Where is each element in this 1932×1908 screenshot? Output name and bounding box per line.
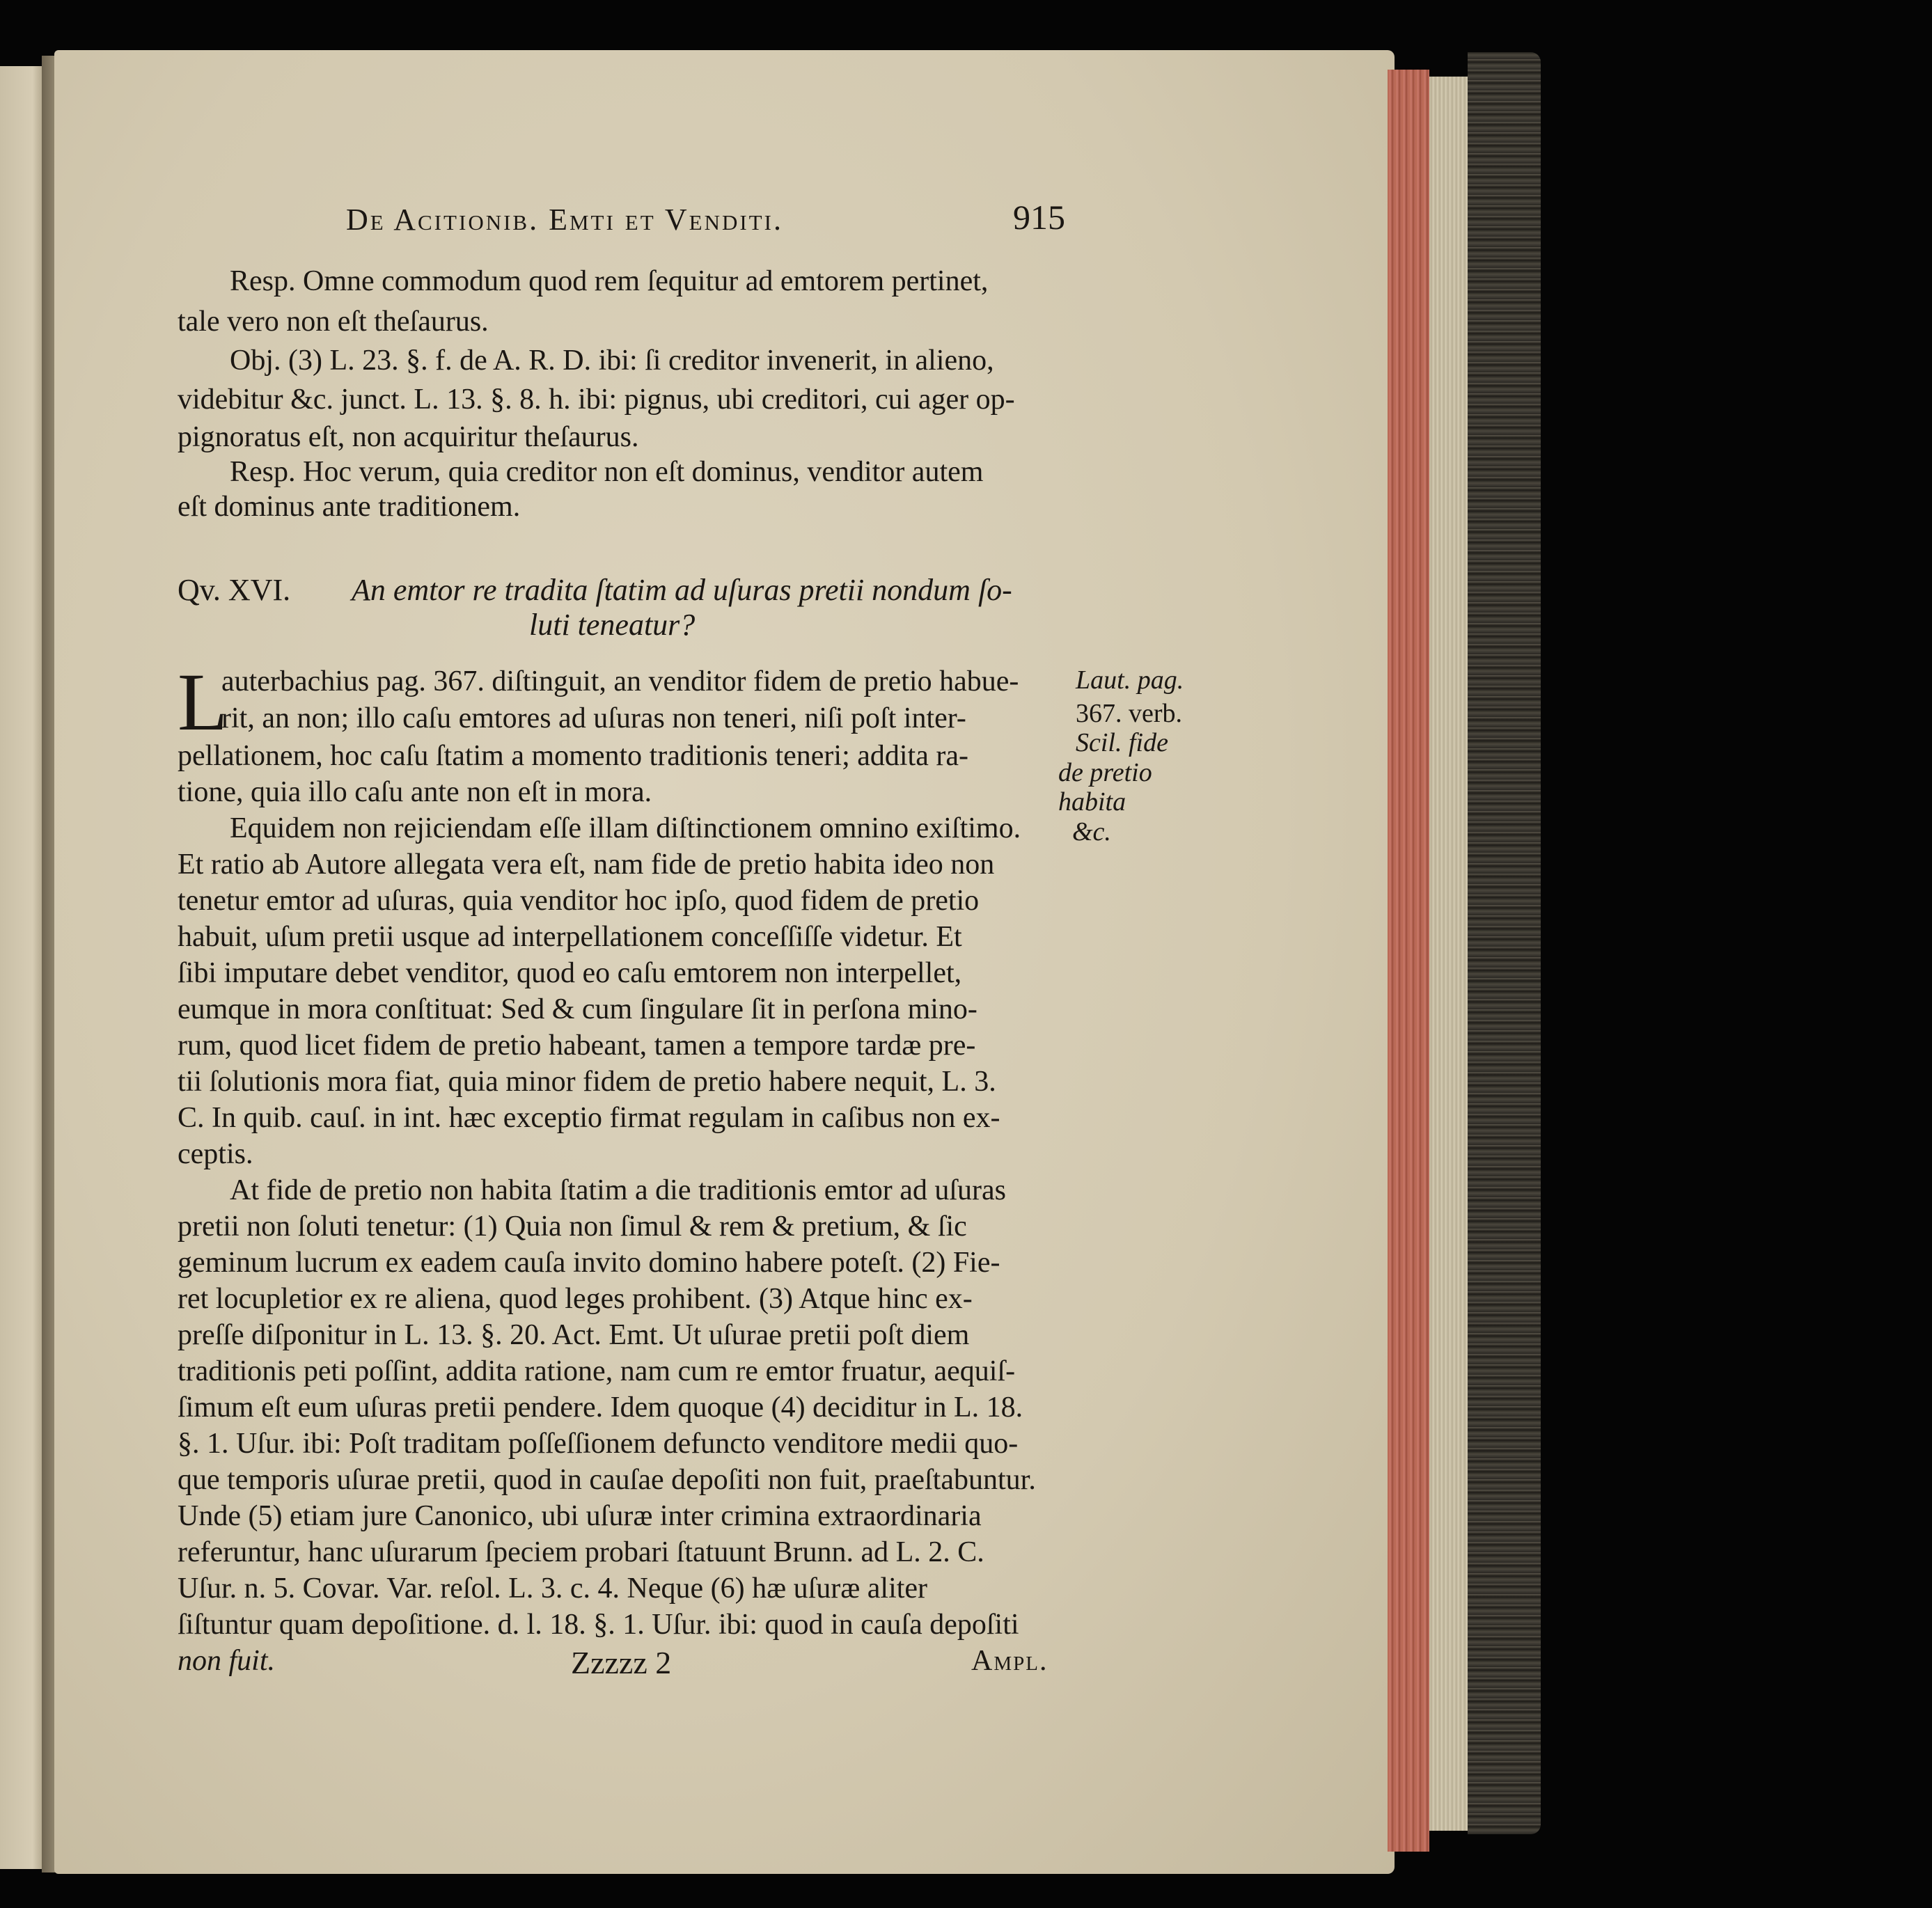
text-line: videbitur &c. junct. L. 13. §. 8. h. ibi: pignus, ubi creditori, cui ager op- [178,384,1015,416]
text-line: traditionis peti poſſint, addita ratione, nam cum re emtor fruatur, aequiſ- [178,1355,1016,1387]
text-line: Obj. (3) L. 23. §. f. de A. R. D. ibi: ſi creditor invenerit, in alieno, [230,345,994,377]
text-line: Resp. Hoc verum, quia creditor non eſt dominus, venditor autem [230,456,984,488]
text-line: auterbachius pag. 367. diſtinguit, an venditor fidem de pretio habue- [221,665,1019,697]
text-line: pretii non ſoluti tenetur: (1) Quia non ſimul & rem & pretium, & ſic [178,1211,967,1243]
text-line: tale vero non eſt theſaurus. [178,306,489,338]
marginal-note-line: 367. verb. [1076,699,1183,728]
page-number: 915 [1013,198,1065,237]
book-cover-board [1468,52,1541,1834]
drop-cap: L [178,656,228,748]
marginal-note-line: Scil. fide [1076,728,1168,757]
page-block-edges [1429,77,1468,1831]
text-line: geminum lucrum ex eadem cauſa invito domino habere poteſt. (2) Fie- [178,1247,1000,1279]
text-line: habuit, uſum pretii usque ad interpellationem conceſſiſſe videtur. Et [178,921,962,953]
text-line: que temporis uſurae pretii, quod in cauſae depoſiti non fuit, praeſtabuntur. [178,1464,1036,1496]
text-line: §. 1. Uſur. ibi: Poſt traditam poſſeſſionem defuncto venditore medii quo- [178,1428,1019,1460]
text-line: pellationem, hoc caſu ſtatim a momento traditionis teneri; addita ra- [178,740,968,772]
marginal-note-line: &c. [1072,817,1111,846]
text-line: Uſur. n. 5. Covar. Var. reſol. L. 3. c. 4. Neque (6) hæ uſuræ aliter [178,1572,928,1605]
question-title-line2: luti teneatur? [529,608,696,642]
text-line: referuntur, hanc uſurarum ſpeciem probari ſtatuunt Brunn. ad L. 2. C. [178,1536,984,1568]
text-line: tione, quia illo caſu ante non eſt in mora. [178,776,652,808]
marginal-note-line: habita [1058,787,1126,817]
text-line: ſibi imputare debet venditor, quod eo caſu emtorem non interpellet, [178,957,962,989]
text-line: Unde (5) etiam jure Canonico, ubi uſuræ inter crimina extraordinaria [178,1500,982,1532]
text-line: Resp. Omne commodum quod rem ſequitur ad emtorem pertinet, [230,265,989,297]
marginal-note-line: de pretio [1058,758,1152,787]
question-title-line1: An emtor re tradita ſtatim ad uſuras pretii nondum ſo- [352,573,1012,607]
running-head-title: De Acitionib. Emti et Venditi. [346,203,783,237]
text-line: Equidem non rejiciendam eſſe illam diſtinctionem omnino exiſtimo. [230,812,1021,844]
text-line: rum, quod licet fidem de pretio habeant, tamen a tempore tardæ pre- [178,1030,976,1062]
text-line: ſiſtuntur quam depoſitione. d. l. 18. §. 1. Uſur. ibi: quod in cauſa depoſiti [178,1609,1019,1641]
text-line: pignoratus eſt, non acquiritur theſaurus. [178,421,639,453]
marginal-note-line: Laut. pag. [1076,665,1184,695]
text-line: eumque in mora conſtituat: Sed & cum ſingulare ſit in perſona mino- [178,993,977,1025]
text-line: eſt dominus ante traditionem. [178,491,521,523]
text-line: tenetur emtor ad uſuras, quia venditor hoc ipſo, quod fidem de pretio [178,885,980,917]
red-page-edges [1388,70,1429,1852]
text-line: rit, an non; illo caſu emtores ad uſuras non teneri, niſi poſt inter- [221,702,966,734]
text-line: ceptis. [178,1138,253,1170]
signature-mark: Zzzzz 2 [571,1645,672,1680]
question-label: Qv. XVI. [178,573,291,607]
text-line: Et ratio ab Autore allegata vera eſt, nam fide de pretio habita ideo non [178,849,995,881]
text-line: ſimum eſt eum uſuras pretii pendere. Idem quoque (4) deciditur in L. 18. [178,1391,1023,1424]
text-line: ret locupletior ex re aliena, quod leges prohibent. (3) Atque hinc ex- [178,1283,973,1315]
text-line: non fuit. [178,1645,276,1677]
text-line: C. In quib. cauſ. in int. hæc exceptio firmat regulam in caſibus non ex- [178,1102,1000,1134]
text-line: preſſe diſponitur in L. 13. §. 20. Act. Emt. Ut uſurae pretii poſt diem [178,1319,970,1351]
catchword: Ampl. [971,1645,1049,1677]
text-line: tii ſolutionis mora fiat, quia minor fidem de pretio habere nequit, L. 3. [178,1066,996,1098]
text-line: At fide de pretio non habita ſtatim a die traditionis emtor ad uſuras [230,1174,1007,1206]
